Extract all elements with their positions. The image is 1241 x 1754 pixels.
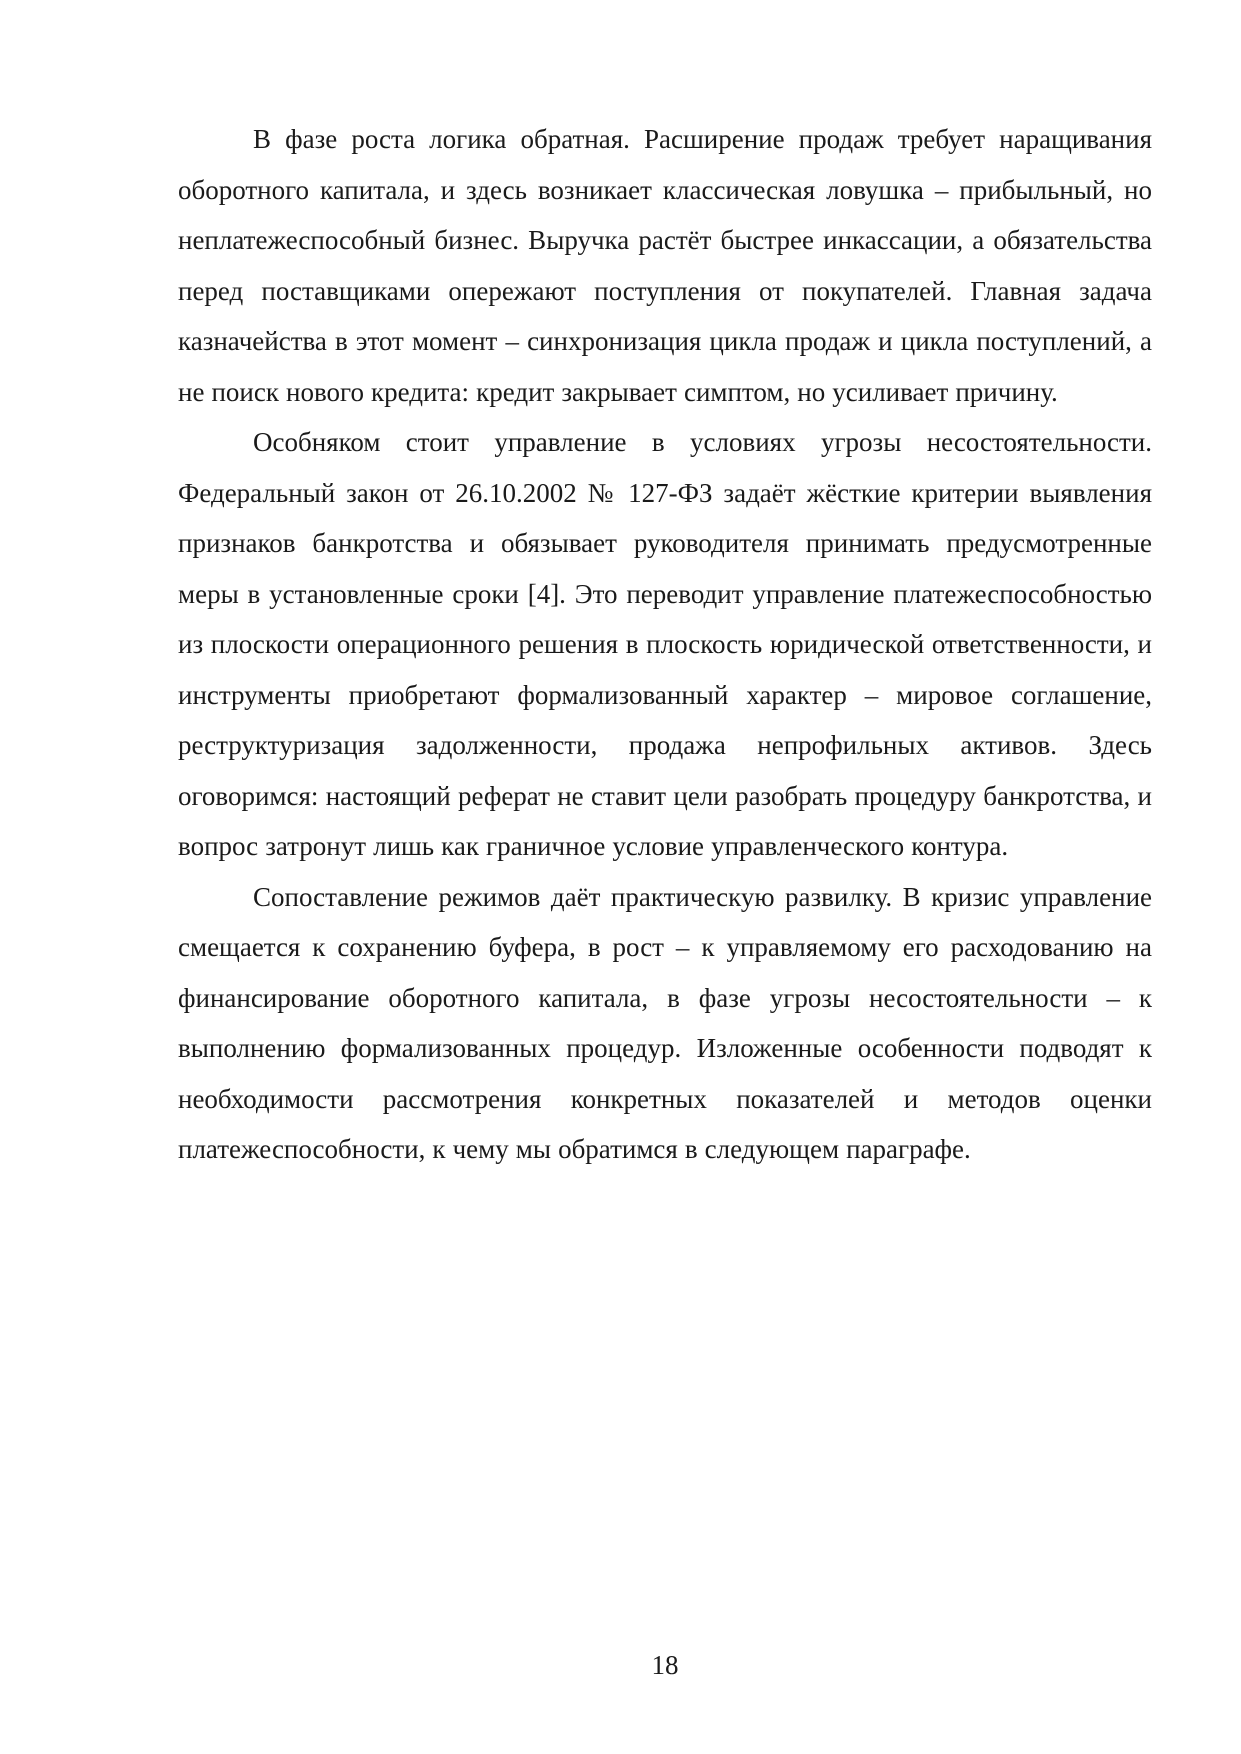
paragraph-growth-phase: В фазе роста логика обратная. Расширение продаж требует наращивания оборотного капитала, и здесь возникает классическая ловушка – прибыльный, но неплатежеспособный бизнес. Выручка растёт быстрее инкассации, а обязательства перед поставщиками опережают поступления от покупателей. Главная задача казначейства в этот момент – синхронизация цикла продаж и цикла поступлений, а не поиск нового кредита: кредит закрывает симптом, но усиливает причину.	[178, 124, 1152, 407]
paragraph-insolvency-threat: Особняком стоит управление в условиях угрозы несостоятельности. Федеральный закон от 26.10.2002 № 127-ФЗ задаёт жёсткие критерии выявления признаков банкротства и обязывает руководителя принимать предусмотренные меры в установленные сроки [4]. Это переводит управление платежеспособностью из плоскости операционного решения в плоскость юридической ответственности, и инструменты приобретают формализованный характер – мировое соглашение, реструктуризация задолженности, продажа непрофильных активов. Здесь оговоримся: настоящий реферат не ставит цели разобрать процедуру банкротства, и вопрос затронут лишь как граничное условие управленческого контура.	[178, 427, 1152, 861]
paragraph-regime-comparison: Сопоставление режимов даёт практическую развилку. В кризис управление смещается к сохранению буфера, в рост – к управляемому его расходованию на финансирование оборотного капитала, в фазе угрозы несостоятельности – к выполнению формализованных процедур. Изложенные особенности подводят к необходимости рассмотрения конкретных показателей и методов оценки платежеспособности, к чему мы обратимся в следующем параграфе.	[178, 881, 1152, 1164]
body-text	[178, 114, 1152, 1175]
page-number: 18	[651, 1650, 679, 1680]
